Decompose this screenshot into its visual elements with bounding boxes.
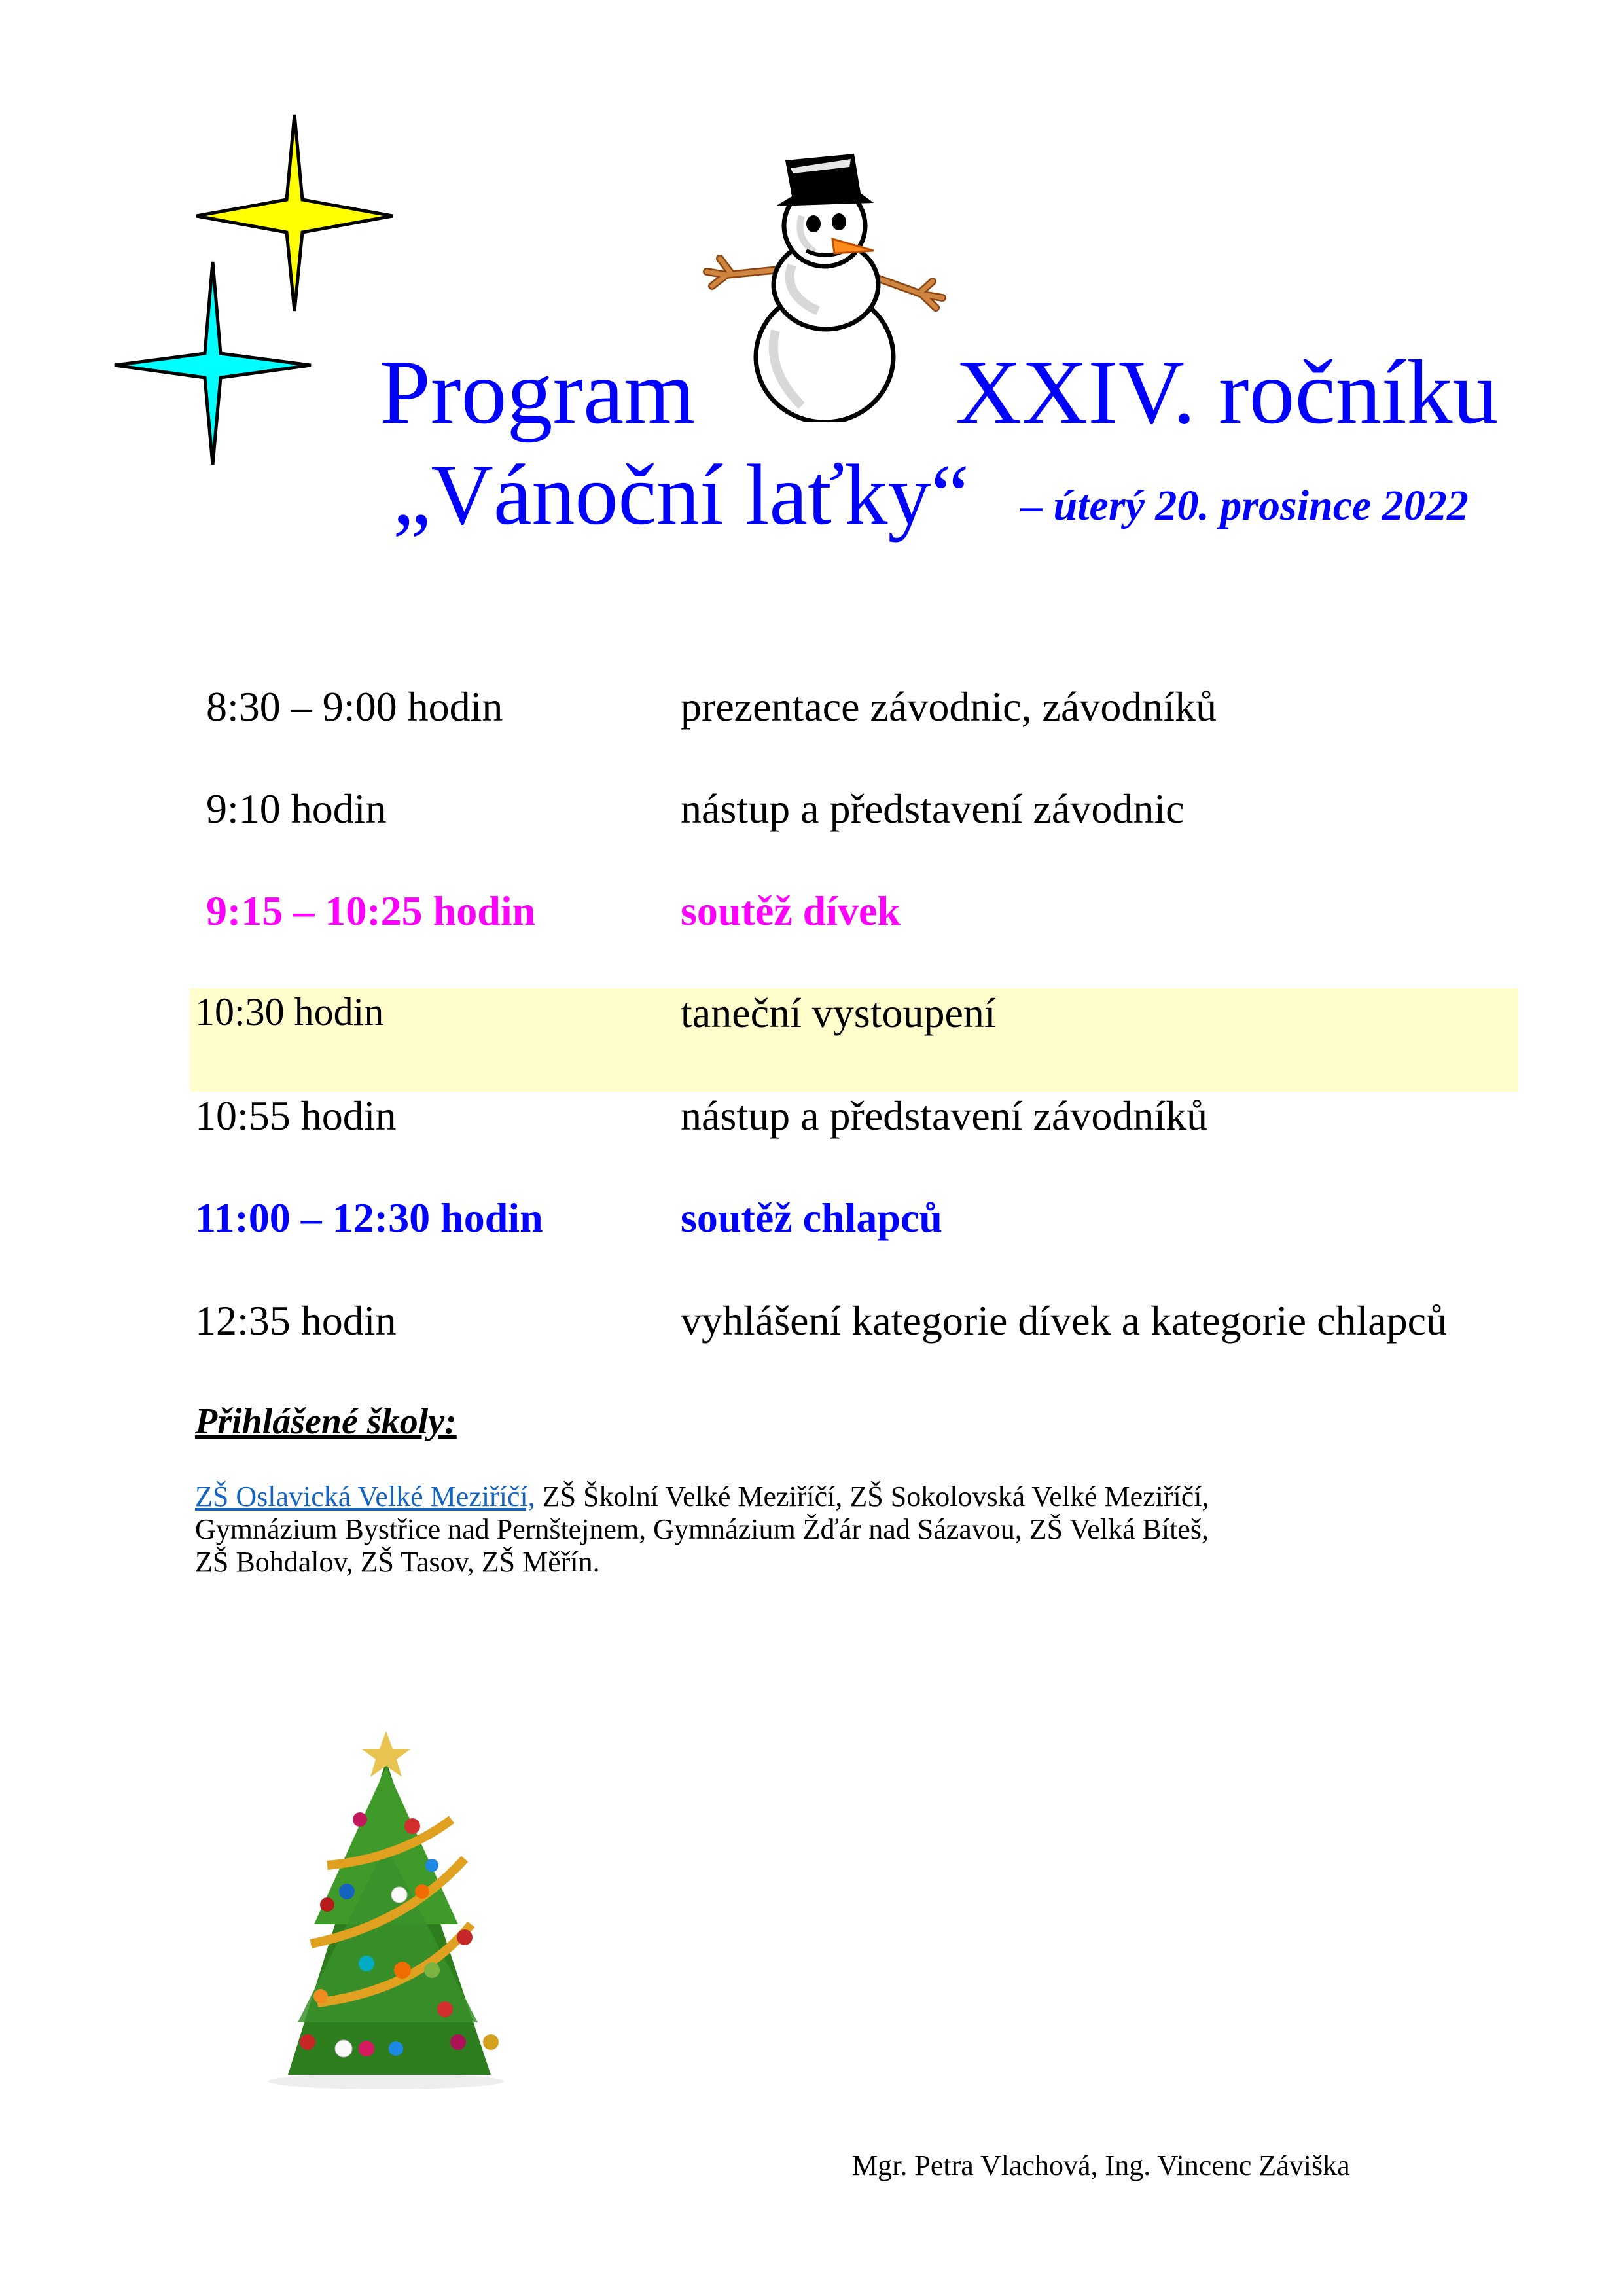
snowman-icon [687,141,949,422]
schedule-activity: soutěž dívek [681,888,901,934]
schedule-row [0,1092,1623,1197]
schedule-row [0,1297,1623,1402]
schedule-time: 10:30 hodin [195,990,384,1033]
schedule-row [0,683,1623,788]
schedule-row-highlighted [0,992,1623,1094]
schedule-activity: vyhlášení kategorie dívek a kategorie chlapců [681,1297,1448,1344]
schools-heading: Přihlášené školy: [195,1401,457,1442]
schedule-time: 10:55 hodin [195,1092,397,1139]
event-name: „Vánoční laťky“ [393,446,970,543]
schedule-row-boys [0,1194,1623,1299]
schools-line: ZŠ Bohdalov, ZŠ Tasov, ZŠ Měřín. [195,1546,600,1578]
title-program: Program [380,342,696,443]
schedule-activity: prezentace závodnic, závodníků [681,683,1217,730]
schedule-activity: nástup a představení závodníků [681,1092,1208,1139]
schedule-time: 9:10 hodin [206,785,387,832]
schedule-time: 9:15 – 10:25 hodin [206,888,536,934]
title-edition: XXIV. ročníku [955,342,1499,443]
school-link[interactable]: ZŠ Oslavická Velké Meziříčí, [195,1480,535,1513]
schedule-activity: taneční vystoupení [681,990,996,1036]
schools-line: Gymnázium Bystřice nad Pernštejnem, Gymnázium Žďár nad Sázavou, ZŠ Velká Bíteš, [195,1513,1209,1545]
schools-line [195,1480,1209,1513]
schedule-time: 11:00 – 12:30 hodin [195,1194,543,1241]
christmas-tree-icon [236,1728,537,2094]
schools-list [195,1480,1209,1579]
schedule-activity: soutěž chlapců [681,1194,942,1241]
schedule-time: 8:30 – 9:00 hodin [206,683,503,730]
event-date: – úterý 20. prosince 2022 [1021,482,1469,529]
schedule-row-girls [0,890,1623,992]
schedule-row [0,785,1623,890]
schools-text: ZŠ Školní Velké Meziříčí, ZŠ Sokolovská Velké Meziříčí, [535,1480,1209,1513]
star-cyan-icon [108,259,317,468]
schedule-activity: nástup a představení závodnic [681,785,1185,832]
schedule-time: 12:35 hodin [195,1297,397,1344]
signature: Mgr. Petra Vlachová, Ing. Vincenc Záviška [852,2149,1350,2181]
